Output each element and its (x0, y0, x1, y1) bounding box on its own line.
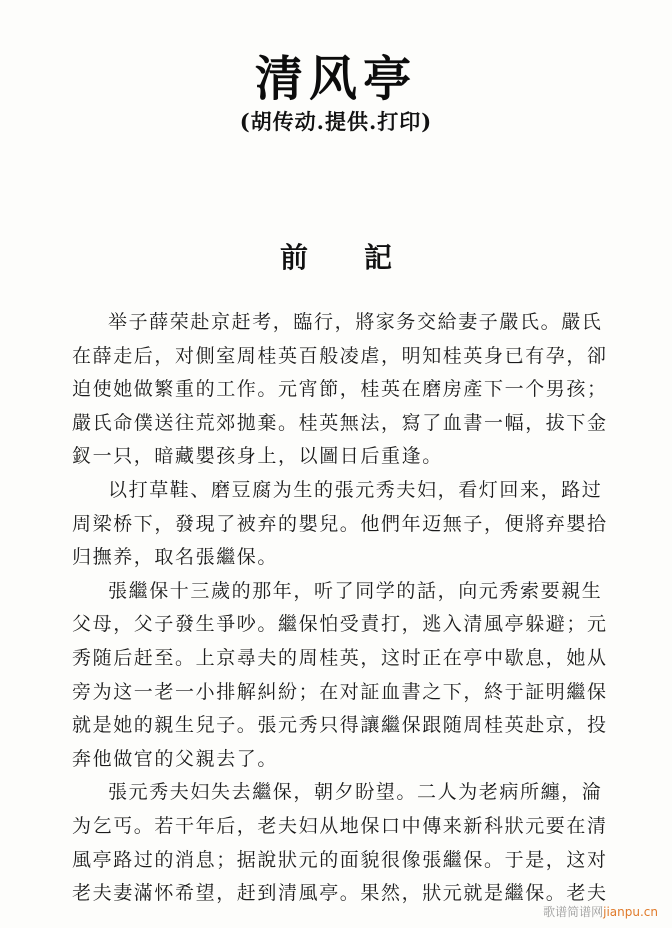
text-line: 嚴氏命僕送往荒郊拋棄。桂英無法，寫了血書一幅，拔下金 (72, 411, 608, 434)
credit-line: (胡传动.提供.打印) (239, 109, 433, 134)
text-line: 周梁桥下，發現了被弃的嬰兒。他們年迈無子，便將弃嬰拾 (72, 512, 608, 535)
text-line: 在薛走后，对側室周桂英百般凌虐，明知桂英身已有孕，卻 (72, 344, 608, 367)
heading-char: 前 (279, 241, 308, 274)
site-watermark (543, 903, 658, 920)
text-line: 張元秀夫妇失去繼保，朝夕盼望。二人为老病所纏，淪 (108, 781, 603, 804)
watermark-site-name: 歌谱简谱网 (543, 905, 604, 919)
heading-char: 記 (364, 241, 393, 274)
text-line: 張繼保十三歲的那年，听了同学的話，向元秀索要親生 (108, 579, 603, 602)
text-line: 父母，父子發生爭吵。繼保怕受責打，逃入清風亭躲避；元 (72, 613, 608, 636)
document-title: 清风亭 (254, 51, 417, 107)
text-line: 風亭路过的消息；据說狀元的面貌很像張繼保。于是，这对 (72, 848, 608, 871)
text-line: 釵一只，暗藏嬰孩身上，以圖日后重逢。 (72, 445, 443, 468)
text-line: 老夫妻滿怀希望，赶到清風亭。果然，狀元就是繼保。老夫 (72, 882, 608, 905)
text-line: 以打草鞋、磨豆腐为生的張元秀夫妇，看灯回来，路过 (108, 478, 603, 501)
watermark-url: jianpu.cn (603, 905, 658, 919)
text-line: 就是她的親生兒子。張元秀只得讓繼保跟随周桂英赴京，投 (72, 714, 608, 737)
text-line: 迫使她做繁重的工作。元宵節，桂英在磨房產下一个男孩； (72, 378, 608, 401)
text-line: 奔他做官的父親去了。 (72, 747, 279, 770)
text-line: 归撫养，取名張繼保。 (72, 546, 279, 569)
text-line: 举子薛荣赴京赶考，臨行，將家务交給妻子嚴氏。嚴氏 (108, 311, 603, 333)
section-heading (0, 236, 672, 276)
body-text (72, 306, 612, 911)
text-line: 为乞丐。若干年后，老夫妇从地保口中傳来新科狀元要在清 (72, 814, 608, 837)
text-line: 秀随后赶至。上京尋夫的周桂英，这时正在亭中歇息，她从 (72, 646, 608, 669)
text-line: 旁为这一老一小排解糾紛；在对証血書之下，終于証明繼保 (72, 680, 608, 703)
